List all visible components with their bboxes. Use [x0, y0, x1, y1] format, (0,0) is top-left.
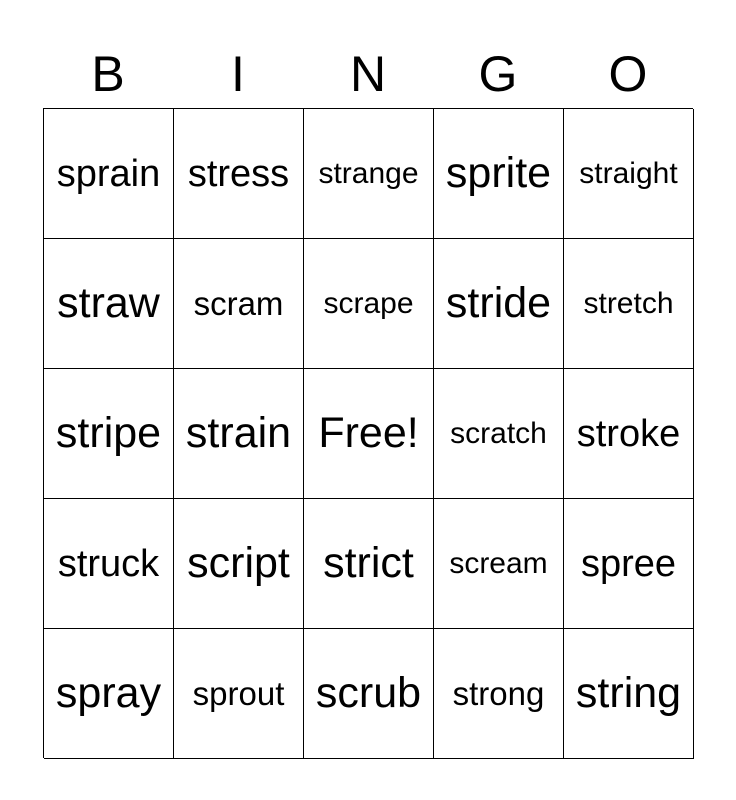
bingo-cell[interactable]: scrub — [304, 629, 434, 759]
free-space-cell[interactable]: Free! — [304, 369, 434, 499]
bingo-cell[interactable]: straw — [44, 239, 174, 369]
bingo-cell[interactable]: sprout — [174, 629, 304, 759]
header-letter-i: I — [231, 46, 245, 102]
bingo-card-grid — [43, 108, 693, 758]
bingo-cell[interactable]: struck — [44, 499, 174, 629]
bingo-cell[interactable]: stretch — [564, 239, 694, 369]
bingo-cell[interactable]: straight — [564, 109, 694, 239]
bingo-cell[interactable]: strong — [434, 629, 564, 759]
bingo-cell[interactable]: scrape — [304, 239, 434, 369]
bingo-cell[interactable]: scream — [434, 499, 564, 629]
bingo-cell[interactable]: strange — [304, 109, 434, 239]
bingo-cell[interactable]: sprain — [44, 109, 174, 239]
bingo-cell[interactable]: strain — [174, 369, 304, 499]
bingo-cell[interactable]: scratch — [434, 369, 564, 499]
bingo-cell[interactable]: stroke — [564, 369, 694, 499]
bingo-cell[interactable]: spree — [564, 499, 694, 629]
bingo-header — [43, 40, 693, 108]
bingo-cell[interactable]: sprite — [434, 109, 564, 239]
bingo-cell[interactable]: stripe — [44, 369, 174, 499]
header-letter-n: N — [349, 46, 387, 102]
bingo-cell[interactable]: spray — [44, 629, 174, 759]
bingo-cell[interactable]: script — [174, 499, 304, 629]
bingo-cell[interactable]: string — [564, 629, 694, 759]
bingo-cell[interactable]: stride — [434, 239, 564, 369]
bingo-cell[interactable]: stress — [174, 109, 304, 239]
header-letter-g: G — [478, 46, 518, 102]
header-letter-b: B — [91, 46, 125, 102]
bingo-cell[interactable]: scram — [174, 239, 304, 369]
header-letter-o: O — [608, 46, 648, 102]
bingo-cell[interactable]: strict — [304, 499, 434, 629]
